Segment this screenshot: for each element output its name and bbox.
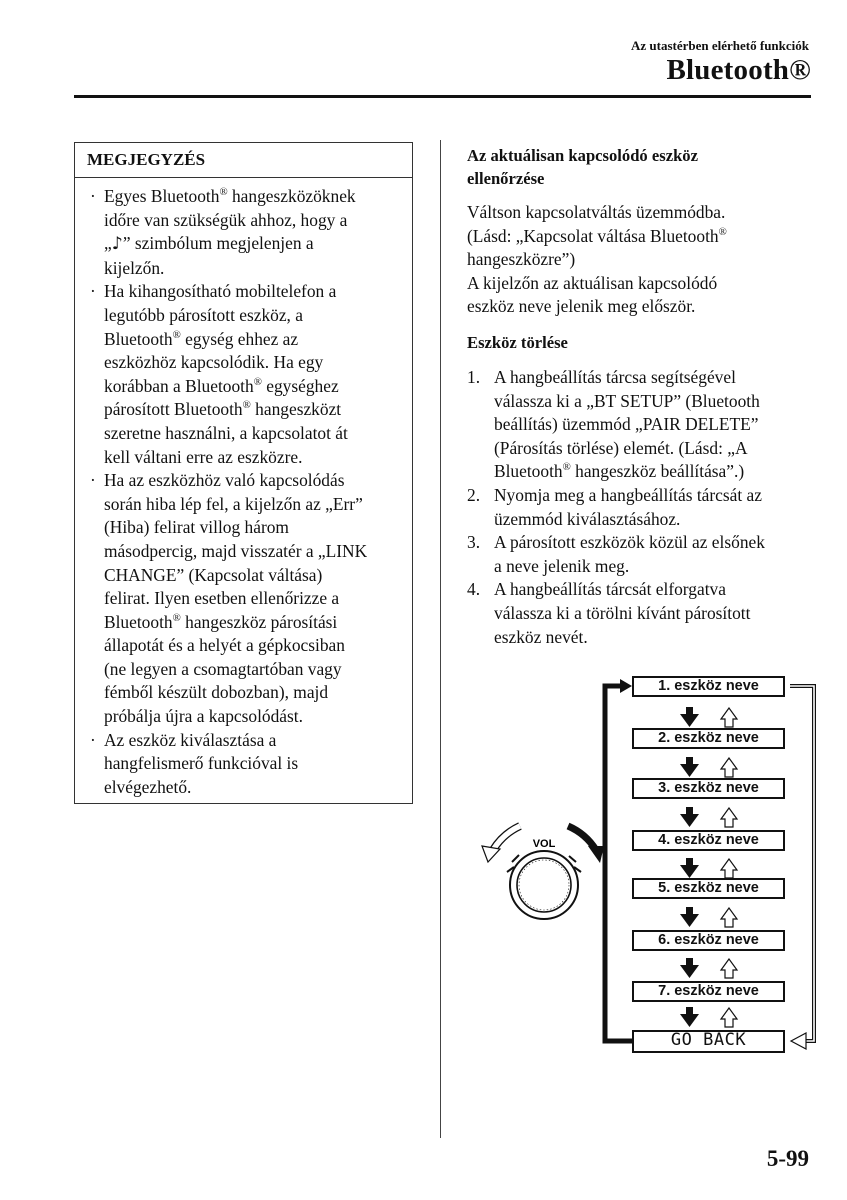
down-arrow-solid-icon — [680, 757, 699, 777]
note-text: időre van szükségük ahhoz, hogy a — [104, 209, 348, 230]
step-line: beállítás) üzemmód „PAIR DELETE” — [494, 414, 759, 435]
arrow-pair — [680, 907, 737, 927]
page-title: Bluetooth® — [666, 54, 811, 86]
rotate-left-icon — [482, 826, 520, 862]
right-loop-bracket — [790, 686, 814, 1041]
note-text: fémből készült dobozban), majd — [104, 682, 329, 703]
device-box-3: 3. eszköz neve — [632, 778, 785, 799]
step-line: válassza ki a törölni kívánt párosított — [494, 602, 751, 623]
subheading-delete-device: Eszköz törlése — [467, 332, 568, 352]
para-line: Váltson kapcsolatváltás üzemmódba. — [467, 202, 726, 222]
note-text: korábban a Bluetooth — [104, 375, 254, 396]
note-text: állapotát és a helyét a gépkocsiban — [104, 635, 345, 656]
note-text: párosított Bluetooth — [104, 399, 243, 420]
device-box-4: 4. eszköz neve — [632, 830, 785, 851]
note-text: kell váltani erre az eszközre. — [104, 446, 303, 467]
step-line: (Párosítás törlése) elemét. (Lásd: „A — [494, 437, 748, 458]
arrow-pair — [680, 757, 737, 777]
note-text: legutóbb párosított eszköz, a — [104, 304, 303, 325]
step-number: 4. — [467, 579, 481, 600]
registered-mark: ® — [172, 328, 181, 341]
section-label: Az utastérben elérhető funkciók — [630, 38, 809, 53]
step-line: A hangbeállítás tárcsát elforgatva — [494, 579, 726, 600]
step-line: Nyomja meg a hangbeállítás tárcsát az — [494, 484, 762, 505]
para-line: hangeszközre”) — [467, 249, 576, 270]
step-line: a neve jelenik meg. — [494, 555, 630, 576]
step-line: válassza ki a „BT SETUP” (Bluetooth — [494, 390, 760, 411]
left-loop-bracket — [605, 686, 632, 1041]
rotate-right-icon — [568, 826, 604, 863]
down-arrow-solid-icon — [680, 858, 699, 878]
registered-mark: ® — [562, 461, 571, 474]
registered-mark: ® — [242, 399, 251, 412]
note-text: elvégezhető. — [104, 776, 192, 797]
registered-mark: ® — [219, 186, 228, 199]
step-line: Bluetooth — [494, 461, 563, 482]
down-arrow-solid-icon — [680, 958, 699, 978]
note-text: próbálja újra a kapcsolódást. — [104, 706, 303, 727]
note-text: hangfelismerő funkcióval is — [104, 753, 299, 774]
para-line: A kijelzőn az aktuálisan kapcsolódó — [467, 272, 718, 293]
knob-icon — [510, 851, 578, 919]
note-text: kijelzőn. — [104, 257, 165, 278]
device-box-7: 7. eszköz neve — [632, 981, 785, 1002]
arrow-pair — [680, 858, 737, 878]
note-text: Ha kihangosítható mobiltelefon a — [104, 281, 337, 302]
arrow-pair — [680, 1007, 737, 1027]
step-number: 3. — [467, 532, 481, 553]
note-text: Bluetooth — [104, 611, 173, 632]
note-text: szeretne használni, a kapcsolatot át — [104, 422, 348, 443]
up-arrow-outline-icon — [721, 859, 737, 878]
up-arrow-outline-icon — [721, 808, 737, 827]
note-text: felirat. Ilyen esetben ellenőrizze a — [104, 588, 340, 609]
note-text: Egyes Bluetooth — [104, 186, 220, 206]
knob-label: VOL — [532, 838, 556, 850]
note-heading: MEGJEGYZÉS — [75, 143, 412, 178]
note-text: hangeszközöknek — [227, 186, 356, 206]
registered-mark: ® — [172, 611, 181, 624]
down-arrow-solid-icon — [680, 707, 699, 727]
note-text: CHANGE” (Kapcsolat váltása) — [104, 564, 323, 585]
go-back-box: GO BACK — [632, 1030, 785, 1053]
left-loop-arrowhead-icon — [620, 679, 632, 693]
note-text: hangeszköz párosítási — [180, 611, 338, 632]
registered-mark: ® — [718, 225, 727, 238]
down-arrow-solid-icon — [680, 807, 699, 827]
note-text: során hiba lép fel, a kijelzőn az „Err” — [104, 493, 363, 514]
up-arrow-outline-icon — [721, 708, 737, 727]
arrow-pair — [680, 958, 737, 978]
arrow-pair — [680, 707, 737, 727]
note-text: „ — [104, 233, 112, 254]
up-arrow-outline-icon — [721, 959, 737, 978]
step-number: 1. — [467, 366, 481, 387]
right-loop-arrowhead-icon — [791, 1033, 806, 1049]
device-box-6: 6. eszköz neve — [632, 930, 785, 951]
music-note-icon: ♪ — [111, 234, 123, 255]
note-text: hangeszközt — [250, 399, 342, 420]
page-number: 5-99 — [766, 1146, 809, 1171]
arrow-pair — [680, 807, 737, 827]
step-line: hangeszköz beállítása”.) — [570, 461, 745, 482]
step-line: A párosított eszközök közül az elsőnek — [494, 532, 765, 553]
down-arrow-solid-icon — [680, 1007, 699, 1027]
note-text: (Hiba) felirat villog három — [104, 517, 289, 538]
para-line: (Lásd: „Kapcsolat váltása Bluetooth — [467, 225, 719, 246]
up-arrow-outline-icon — [721, 1008, 737, 1027]
step-number: 2. — [467, 484, 481, 505]
note-text: Az eszköz kiválasztása a — [104, 729, 277, 750]
step-line: eszköz nevét. — [494, 626, 588, 647]
note-text: egység ehhez az — [180, 328, 299, 349]
subheading-line: Az aktuálisan kapcsolódó eszköz — [467, 146, 698, 165]
note-text: eszközhöz kapcsolódik. Ha egy — [104, 352, 324, 373]
device-box-2: 2. eszköz neve — [632, 728, 785, 749]
up-arrow-outline-icon — [721, 758, 737, 777]
registered-mark: ® — [253, 375, 262, 388]
device-box-5: 5. eszköz neve — [632, 878, 785, 899]
note-text: ” szimbólum megjelenjen a — [122, 233, 314, 254]
subheading-line: ellenőrzése — [467, 169, 545, 188]
up-arrow-outline-icon — [721, 908, 737, 927]
note-text: másodpercig, majd visszatér a „LINK — [104, 540, 368, 561]
right-loop-bracket-inner — [790, 686, 814, 1041]
step-line: A hangbeállítás tárcsa segítségével — [494, 366, 736, 387]
note-text: (ne legyen a csomagtartóban vagy — [104, 658, 342, 679]
down-arrow-solid-icon — [680, 907, 699, 927]
note-text: Ha az eszközhöz való kapcsolódás — [104, 470, 345, 491]
para-line: eszköz neve jelenik meg először. — [467, 296, 696, 317]
note-text: egységhez — [261, 375, 339, 396]
device-box-1: 1. eszköz neve — [632, 676, 785, 697]
step-line: üzemmód kiválasztásához. — [494, 508, 681, 529]
note-text: Bluetooth — [104, 328, 173, 349]
